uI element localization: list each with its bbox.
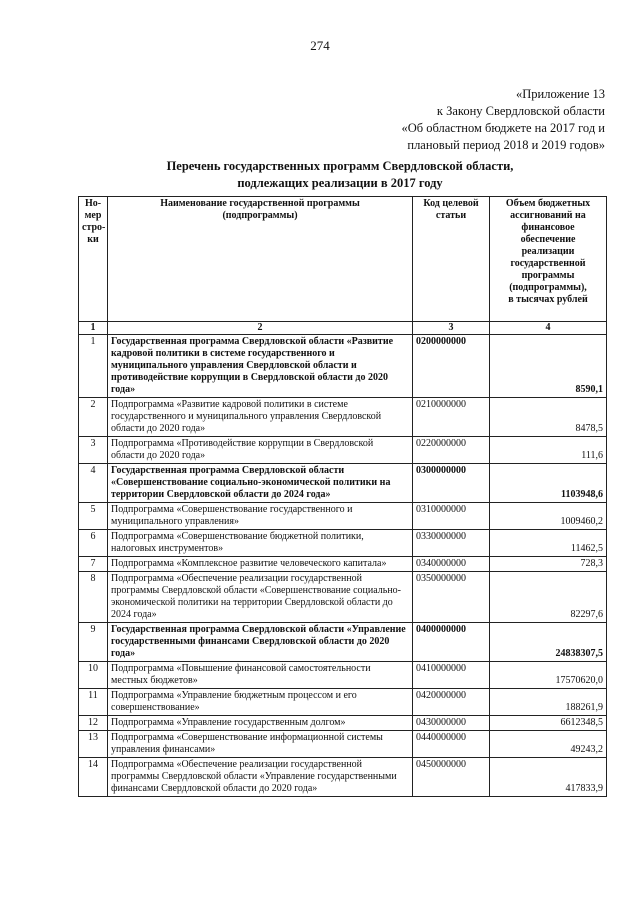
header-program-name: Наименование государственной программы (подпрограммы) [108,197,413,322]
document-title [80,158,600,192]
row-number: 10 [79,662,108,689]
budget-amount: 8478,5 [490,398,607,437]
table-body [79,335,607,797]
header-target-code: Код целевой статьи [413,197,490,322]
state-program-row [79,623,607,662]
program-name: Подпрограмма «Повышение финансовой самостоятельности местных бюджетов» [108,662,413,689]
program-name: Государственная программа Свердловской области «Развитие кадровой политики в системе государственного и муниципального управления Свердловской области и противодействие коррупции в Свердловской области до 2020 года» [108,335,413,398]
budget-amount: 11462,5 [490,530,607,557]
appendix-reference [401,86,605,154]
row-number: 3 [79,437,108,464]
target-code: 0340000000 [413,557,490,572]
row-number: 11 [79,689,108,716]
state-program-row [79,335,607,398]
target-code: 0220000000 [413,437,490,464]
row-number: 8 [79,572,108,623]
program-name: Подпрограмма «Развитие кадровой политики в системе государственного и муниципального управления Свердловской области до 2020 года» [108,398,413,437]
program-name: Подпрограмма «Обеспечение реализации государственной программы Свердловской области «Совершенствование социально-экономической политики на территории Свердловской области до 2024 года» [108,572,413,623]
column-number: 1 [79,322,108,335]
column-number: 3 [413,322,490,335]
subprogram-row [79,731,607,758]
appendix-line: «Приложение 13 [516,87,605,101]
program-name: Подпрограмма «Противодействие коррупции в Свердловской области до 2020 года» [108,437,413,464]
budget-amount: 82297,6 [490,572,607,623]
row-number: 6 [79,530,108,557]
program-name: Государственная программа Свердловской области «Управление государственными финансами Свердловской области до 2020 года» [108,623,413,662]
column-number: 2 [108,322,413,335]
appendix-line: плановый период 2018 и 2019 годов» [407,138,605,152]
program-name: Государственная программа Свердловской области «Совершенствование социально-экономической политики на территории Свердловской области до 2024 года» [108,464,413,503]
target-code: 0400000000 [413,623,490,662]
program-name: Подпрограмма «Совершенствование бюджетной политики, налоговых инструментов» [108,530,413,557]
budget-amount: 728,3 [490,557,607,572]
subprogram-row [79,572,607,623]
row-number: 5 [79,503,108,530]
row-number: 1 [79,335,108,398]
subprogram-row [79,503,607,530]
column-number: 4 [490,322,607,335]
row-number: 12 [79,716,108,731]
row-number: 14 [79,758,108,797]
subprogram-row [79,557,607,572]
budget-amount: 417833,9 [490,758,607,797]
program-name: Подпрограмма «Совершенствование информационной системы управления финансами» [108,731,413,758]
target-code: 0430000000 [413,716,490,731]
title-line: подлежащих реализации в 2017 году [237,176,443,190]
title-line: Перечень государственных программ Свердловской области, [166,159,514,173]
subprogram-row [79,437,607,464]
target-code: 0200000000 [413,335,490,398]
header-budget-amount: Объем бюджетных ассигнований на финансовое обеспечение реализации государственной программы (подпрограммы), в тысячах рублей [490,197,607,322]
budget-amount: 6612348,5 [490,716,607,731]
row-number: 2 [79,398,108,437]
row-number: 9 [79,623,108,662]
header-row-number: Но- мер стро- ки [79,197,108,322]
row-number: 13 [79,731,108,758]
budget-amount: 24838307,5 [490,623,607,662]
row-number: 7 [79,557,108,572]
target-code: 0420000000 [413,689,490,716]
target-code: 0300000000 [413,464,490,503]
subprogram-row [79,530,607,557]
budget-amount: 8590,1 [490,335,607,398]
subprogram-row [79,716,607,731]
row-number: 4 [79,464,108,503]
appendix-line: «Об областном бюджете на 2017 год и [401,121,605,135]
subprogram-row [79,689,607,716]
state-program-row [79,464,607,503]
budget-amount: 188261,9 [490,689,607,716]
target-code: 0310000000 [413,503,490,530]
target-code: 0440000000 [413,731,490,758]
subprogram-row [79,758,607,797]
program-name: Подпрограмма «Управление бюджетным процессом и его совершенствование» [108,689,413,716]
table-header-row [79,197,607,322]
budget-amount: 17570620,0 [490,662,607,689]
target-code: 0350000000 [413,572,490,623]
budget-amount: 49243,2 [490,731,607,758]
column-number-row [79,322,607,335]
target-code: 0330000000 [413,530,490,557]
target-code: 0410000000 [413,662,490,689]
programs-table [78,196,607,797]
budget-amount: 1103948,6 [490,464,607,503]
page-number: 274 [310,38,330,53]
target-code: 0450000000 [413,758,490,797]
budget-amount: 111,6 [490,437,607,464]
program-name: Подпрограмма «Управление государственным долгом» [108,716,413,731]
subprogram-row [79,398,607,437]
program-name: Подпрограмма «Комплексное развитие человеческого капитала» [108,557,413,572]
subprogram-row [79,662,607,689]
appendix-line: к Закону Свердловской области [436,104,605,118]
budget-amount: 1009460,2 [490,503,607,530]
program-name: Подпрограмма «Совершенствование государственного и муниципального управления» [108,503,413,530]
target-code: 0210000000 [413,398,490,437]
program-name: Подпрограмма «Обеспечение реализации государственной программы Свердловской области «Управление государственными финансами Свердловской области до 2020 года» [108,758,413,797]
